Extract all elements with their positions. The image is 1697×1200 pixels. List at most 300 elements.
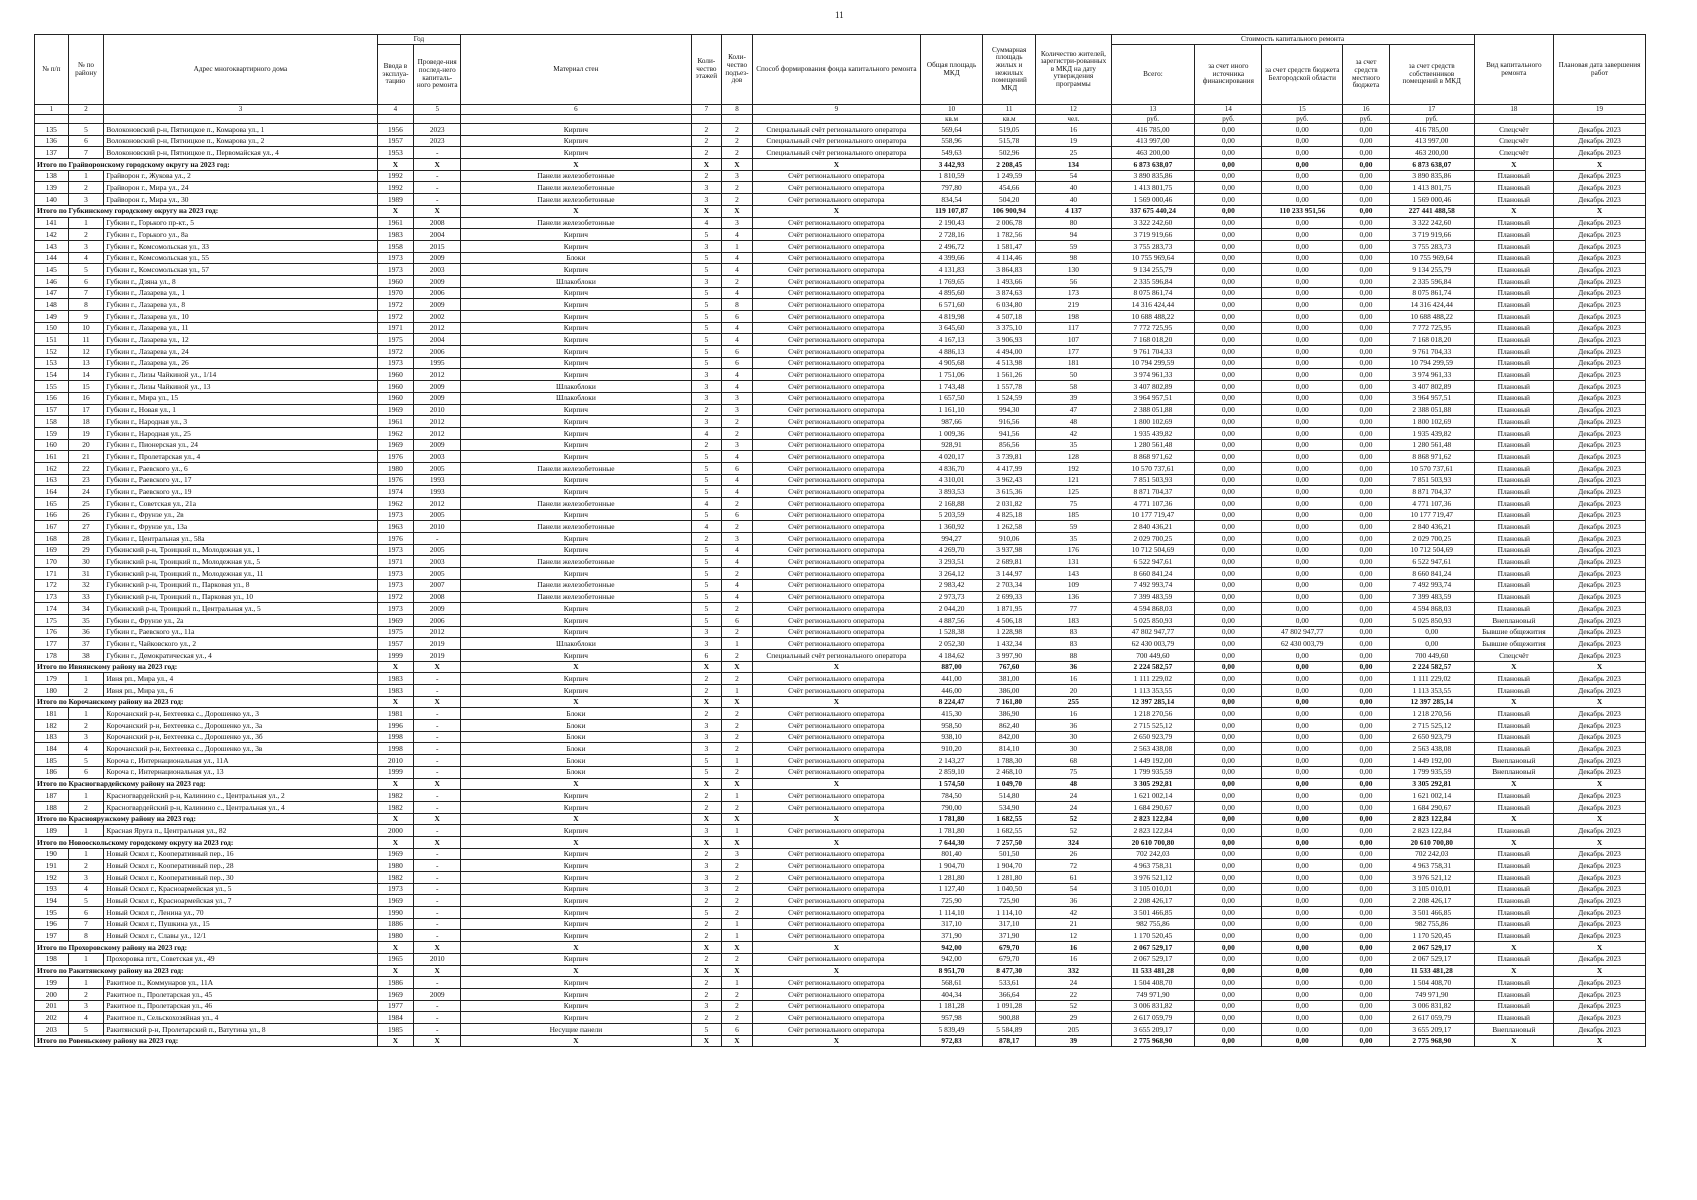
cell-fund-method: Счёт регионального оператора bbox=[752, 275, 920, 287]
cell-year-repair: - bbox=[414, 1023, 461, 1035]
cell-cost-other: 0,00 bbox=[1195, 766, 1262, 778]
cell-n-pp: 154 bbox=[35, 369, 69, 381]
cell-address: Губкинский р-н, Троицкий п., Молодежная ул., 5 bbox=[104, 556, 377, 568]
cell-floors: 3 bbox=[691, 416, 722, 428]
cell-floors: 2 bbox=[691, 533, 722, 545]
cell-cost-total: 5 025 850,93 bbox=[1111, 614, 1195, 626]
cell-total-area: 1 161,10 bbox=[920, 404, 982, 416]
cell-wall-material: Кирпич bbox=[461, 953, 691, 965]
cell-total-area: 4 020,17 bbox=[920, 451, 982, 463]
cell-cost-local: 0,00 bbox=[1343, 147, 1390, 159]
cell-cost-owners: 7 399 483,59 bbox=[1389, 591, 1474, 603]
cell-fund-method: Счёт регионального оператора bbox=[752, 825, 920, 837]
column-number: 17 bbox=[1389, 105, 1474, 115]
cell-cost-owners: 1 113 353,55 bbox=[1389, 685, 1474, 697]
cell-wall-material: Блоки bbox=[461, 766, 691, 778]
cell-n-district: 1 bbox=[68, 673, 104, 685]
cell-n-pp: 166 bbox=[35, 509, 69, 521]
cell-repair-type: Плановый bbox=[1474, 311, 1554, 323]
table-row bbox=[35, 217, 1646, 229]
cell-cost-region: 0,00 bbox=[1262, 883, 1343, 895]
cell-residents: 30 bbox=[1036, 743, 1111, 755]
cell-fund-method: Счёт регионального оператора bbox=[752, 299, 920, 311]
cell-wall-material: Кирпич bbox=[461, 685, 691, 697]
cell-cost-local: 0,00 bbox=[1343, 673, 1390, 685]
cell-year-entry: 1973 bbox=[377, 603, 414, 615]
cell-residents: 88 bbox=[1036, 649, 1111, 661]
cell-residents: 75 bbox=[1036, 766, 1111, 778]
cell-planned-date: Декабрь 2023 bbox=[1554, 299, 1646, 311]
cell-floors: 2 bbox=[691, 404, 722, 416]
cell-cost-region: 0,00 bbox=[1262, 194, 1343, 206]
cell-cost-local: 0,00 bbox=[1343, 895, 1390, 907]
cell-n-district: 3 bbox=[68, 872, 104, 884]
cell-planned-date: Декабрь 2023 bbox=[1554, 182, 1646, 194]
cell-n-pp: 161 bbox=[35, 451, 69, 463]
table-row bbox=[35, 872, 1646, 884]
subtotal-row bbox=[35, 205, 1646, 217]
cell-residents: 128 bbox=[1036, 451, 1111, 463]
cell-repair-type: Плановый bbox=[1474, 568, 1554, 580]
cell-cost-total: 14 316 424,44 bbox=[1111, 299, 1195, 311]
cell-repair-type: Внеплановый bbox=[1474, 1023, 1554, 1035]
cell-wall-material: X bbox=[461, 159, 691, 171]
subtotal-label: Итого по Губкинскому городскому округу на 2023 год: bbox=[35, 205, 378, 217]
cell-floors: 2 bbox=[691, 930, 722, 942]
cell-cost-local: 0,00 bbox=[1343, 977, 1390, 989]
cell-cost-total: 2 840 436,21 bbox=[1111, 521, 1195, 533]
cell-cost-owners: 7 492 993,74 bbox=[1389, 579, 1474, 591]
cell-fund-method: Счёт регионального оператора bbox=[752, 357, 920, 369]
cell-cost-total: 3 974 961,33 bbox=[1111, 369, 1195, 381]
cell-total-area: 119 107,87 bbox=[920, 205, 982, 217]
cell-year-repair: 2009 bbox=[414, 392, 461, 404]
cell-cost-region: 0,00 bbox=[1262, 182, 1343, 194]
cell-cost-other: 0,00 bbox=[1195, 170, 1262, 182]
cell-cost-other: 0,00 bbox=[1195, 685, 1262, 697]
cell-fund-method: Счёт регионального оператора bbox=[752, 755, 920, 767]
cell-year-entry: 1973 bbox=[377, 509, 414, 521]
cell-entrances: 2 bbox=[722, 182, 753, 194]
cell-year-entry: 1961 bbox=[377, 217, 414, 229]
cell-cost-other: 0,00 bbox=[1195, 299, 1262, 311]
cell-year-entry: X bbox=[377, 205, 414, 217]
cell-cost-total: 7 851 503,93 bbox=[1111, 474, 1195, 486]
cell-cost-region: 62 430 003,79 bbox=[1262, 638, 1343, 650]
cell-total-area: 4 836,70 bbox=[920, 462, 982, 474]
cell-cost-owners: 1 218 270,56 bbox=[1389, 708, 1474, 720]
table-row bbox=[35, 685, 1646, 697]
cell-year-entry: 1976 bbox=[377, 451, 414, 463]
cell-repair-type: Плановый bbox=[1474, 427, 1554, 439]
cell-floors: 4 bbox=[691, 217, 722, 229]
cell-floors: 2 bbox=[691, 977, 722, 989]
cell-wall-material: Кирпич bbox=[461, 427, 691, 439]
cell-cost-other: 0,00 bbox=[1195, 825, 1262, 837]
cell-wall-material: Кирпич bbox=[461, 673, 691, 685]
cell-n-district: 27 bbox=[68, 521, 104, 533]
cell-n-district: 8 bbox=[68, 930, 104, 942]
cell-fund-method: X bbox=[752, 942, 920, 954]
cell-repair-type: Внеплановый bbox=[1474, 755, 1554, 767]
cell-year-repair: 2003 bbox=[414, 264, 461, 276]
cell-address: Ракитное п., Пролетарская ул., 46 bbox=[104, 1000, 377, 1012]
table-row bbox=[35, 603, 1646, 615]
cell-year-repair: - bbox=[414, 872, 461, 884]
table-row bbox=[35, 988, 1646, 1000]
cell-cost-total: 1 218 270,56 bbox=[1111, 708, 1195, 720]
cell-n-district: 2 bbox=[68, 801, 104, 813]
cell-year-entry: 1980 bbox=[377, 930, 414, 942]
cell-year-entry: 1976 bbox=[377, 474, 414, 486]
cell-wall-material: Блоки bbox=[461, 731, 691, 743]
cell-living-area: 3 937,98 bbox=[983, 544, 1036, 556]
cell-cost-local: 0,00 bbox=[1343, 182, 1390, 194]
cell-planned-date: Декабрь 2023 bbox=[1554, 427, 1646, 439]
cell-year-repair: - bbox=[414, 766, 461, 778]
table-row bbox=[35, 533, 1646, 545]
cell-planned-date: Декабрь 2023 bbox=[1554, 685, 1646, 697]
cell-repair-type: Плановый bbox=[1474, 556, 1554, 568]
cell-fund-method: Счёт регионального оператора bbox=[752, 614, 920, 626]
cell-cost-local: 0,00 bbox=[1343, 872, 1390, 884]
cell-n-pp: 157 bbox=[35, 404, 69, 416]
cell-living-area: 8 477,30 bbox=[983, 965, 1036, 977]
cell-residents: 192 bbox=[1036, 462, 1111, 474]
cell-wall-material: Панели железобетонные bbox=[461, 194, 691, 206]
column-number: 1 bbox=[35, 105, 69, 115]
cell-year-repair: X bbox=[414, 813, 461, 825]
cell-address: Губкин г., Лазарева ул., 12 bbox=[104, 334, 377, 346]
cell-entrances: 6 bbox=[722, 462, 753, 474]
cell-fund-method: Счёт регионального оператора bbox=[752, 498, 920, 510]
cell-repair-type: Плановый bbox=[1474, 252, 1554, 264]
table-row bbox=[35, 299, 1646, 311]
cell-floors: 5 bbox=[691, 357, 722, 369]
table-row bbox=[35, 568, 1646, 580]
column-number: 3 bbox=[104, 105, 377, 115]
cell-total-area: 4 905,68 bbox=[920, 357, 982, 369]
column-number: 11 bbox=[983, 105, 1036, 115]
cell-entrances: 4 bbox=[722, 252, 753, 264]
table-row bbox=[35, 392, 1646, 404]
cell-entrances: 2 bbox=[722, 427, 753, 439]
cell-cost-total: 3 655 209,17 bbox=[1111, 1023, 1195, 1035]
cell-fund-method: Счёт регионального оператора bbox=[752, 451, 920, 463]
cell-planned-date: Декабрь 2023 bbox=[1554, 357, 1646, 369]
cell-wall-material: Кирпич bbox=[461, 533, 691, 545]
cell-residents: 52 bbox=[1036, 1000, 1111, 1012]
cell-living-area: 814,10 bbox=[983, 743, 1036, 755]
cell-cost-local: 0,00 bbox=[1343, 696, 1390, 708]
cell-fund-method: Специальный счёт регионального оператора bbox=[752, 649, 920, 661]
cell-wall-material: Кирпич bbox=[461, 790, 691, 802]
cell-cost-local: 0,00 bbox=[1343, 205, 1390, 217]
cell-n-district: 3 bbox=[68, 731, 104, 743]
cell-total-area: 938,10 bbox=[920, 731, 982, 743]
cell-cost-local: 0,00 bbox=[1343, 907, 1390, 919]
cell-entrances: 1 bbox=[722, 790, 753, 802]
cell-floors: 5 bbox=[691, 1023, 722, 1035]
cell-cost-local: 0,00 bbox=[1343, 965, 1390, 977]
cell-residents: 324 bbox=[1036, 836, 1111, 848]
cell-wall-material: Кирпич bbox=[461, 848, 691, 860]
cell-total-area: 994,27 bbox=[920, 533, 982, 545]
table-row bbox=[35, 147, 1646, 159]
column-number: 6 bbox=[461, 105, 691, 115]
cell-n-district: 2 bbox=[68, 182, 104, 194]
cell-wall-material: Блоки bbox=[461, 720, 691, 732]
cell-total-area: 2 044,20 bbox=[920, 603, 982, 615]
cell-repair-type: Плановый bbox=[1474, 357, 1554, 369]
cell-residents: 68 bbox=[1036, 755, 1111, 767]
cell-year-entry: 1982 bbox=[377, 790, 414, 802]
cell-address: Короча г., Интернациональная ул., 13 bbox=[104, 766, 377, 778]
cell-cost-total: 6 522 947,61 bbox=[1111, 556, 1195, 568]
cell-residents: 134 bbox=[1036, 159, 1111, 171]
column-number: 12 bbox=[1036, 105, 1111, 115]
cell-wall-material: Кирпич bbox=[461, 801, 691, 813]
cell-planned-date: X bbox=[1554, 836, 1646, 848]
cell-cost-local: 0,00 bbox=[1343, 603, 1390, 615]
cell-year-entry: 1975 bbox=[377, 626, 414, 638]
cell-year-repair: 2012 bbox=[414, 427, 461, 439]
cell-residents: 56 bbox=[1036, 275, 1111, 287]
cell-floors: 5 bbox=[691, 614, 722, 626]
cell-cost-region: 0,00 bbox=[1262, 720, 1343, 732]
cell-cost-owners: 1 170 520,45 bbox=[1389, 930, 1474, 942]
cell-wall-material: Кирпич bbox=[461, 1000, 691, 1012]
cell-wall-material: Кирпич bbox=[461, 918, 691, 930]
cell-residents: 94 bbox=[1036, 229, 1111, 241]
cell-cost-other: 0,00 bbox=[1195, 1035, 1262, 1047]
cell-cost-other: 0,00 bbox=[1195, 392, 1262, 404]
subtotal-row bbox=[35, 965, 1646, 977]
cell-n-district: 24 bbox=[68, 486, 104, 498]
cell-entrances: 2 bbox=[722, 743, 753, 755]
cell-total-area: 910,20 bbox=[920, 743, 982, 755]
cell-year-entry: 2000 bbox=[377, 825, 414, 837]
cell-year-repair: 2006 bbox=[414, 346, 461, 358]
cell-planned-date: Декабрь 2023 bbox=[1554, 311, 1646, 323]
cell-total-area: 801,40 bbox=[920, 848, 982, 860]
cell-n-pp: 173 bbox=[35, 591, 69, 603]
cell-cost-total: 1 280 561,48 bbox=[1111, 439, 1195, 451]
cell-living-area: 3 864,83 bbox=[983, 264, 1036, 276]
cell-living-area: 2 689,81 bbox=[983, 556, 1036, 568]
cell-repair-type: Плановый bbox=[1474, 240, 1554, 252]
cell-cost-region: 0,00 bbox=[1262, 334, 1343, 346]
cell-year-repair: 2019 bbox=[414, 638, 461, 650]
cell-cost-region: 0,00 bbox=[1262, 895, 1343, 907]
cell-planned-date: Декабрь 2023 bbox=[1554, 229, 1646, 241]
cell-cost-owners: 1 800 102,69 bbox=[1389, 416, 1474, 428]
cell-planned-date: Декабрь 2023 bbox=[1554, 801, 1646, 813]
column-number-row bbox=[35, 105, 1646, 115]
cell-cost-other: 0,00 bbox=[1195, 556, 1262, 568]
cell-entrances: 2 bbox=[722, 801, 753, 813]
cell-living-area: 941,56 bbox=[983, 427, 1036, 439]
cell-address: Губкин г., Мира ул., 15 bbox=[104, 392, 377, 404]
cell-living-area: 3 874,63 bbox=[983, 287, 1036, 299]
table-row bbox=[35, 883, 1646, 895]
cell-living-area: 1 114,10 bbox=[983, 907, 1036, 919]
cell-n-pp: 181 bbox=[35, 708, 69, 720]
subtotal-label: Итого по Ровеньскому району на 2023 год: bbox=[35, 1035, 378, 1047]
cell-planned-date: Декабрь 2023 bbox=[1554, 568, 1646, 580]
cell-floors: 2 bbox=[691, 953, 722, 965]
cell-wall-material: Кирпич bbox=[461, 860, 691, 872]
cell-cost-other: 0,00 bbox=[1195, 965, 1262, 977]
cell-living-area: 1 682,55 bbox=[983, 825, 1036, 837]
cell-cost-total: 1 800 102,69 bbox=[1111, 416, 1195, 428]
cell-address: Губкин г., Лизы Чайкиной ул., 13 bbox=[104, 381, 377, 393]
cell-cost-region: 0,00 bbox=[1262, 801, 1343, 813]
cell-year-repair: 2009 bbox=[414, 275, 461, 287]
cell-cost-region: 0,00 bbox=[1262, 474, 1343, 486]
cell-fund-method: Счёт регионального оператора bbox=[752, 404, 920, 416]
cell-planned-date: X bbox=[1554, 159, 1646, 171]
units-row bbox=[35, 115, 1646, 124]
cell-fund-method: Счёт регионального оператора bbox=[752, 895, 920, 907]
cell-cost-other: 0,00 bbox=[1195, 311, 1262, 323]
header-year-last-repair: Проведе-ния послед-него капиталь-ного ремонта bbox=[414, 45, 461, 105]
cell-residents: 52 bbox=[1036, 825, 1111, 837]
cell-year-entry: X bbox=[377, 942, 414, 954]
cell-year-repair: 2015 bbox=[414, 240, 461, 252]
cell-planned-date: Декабрь 2023 bbox=[1554, 369, 1646, 381]
cell-n-pp: 168 bbox=[35, 533, 69, 545]
cell-total-area: 1 781,80 bbox=[920, 825, 982, 837]
cell-entrances: X bbox=[722, 942, 753, 954]
table-row bbox=[35, 311, 1646, 323]
column-number: 9 bbox=[752, 105, 920, 115]
cell-cost-owners: 2 335 596,84 bbox=[1389, 275, 1474, 287]
table-row bbox=[35, 124, 1646, 136]
cell-year-repair: - bbox=[414, 182, 461, 194]
cell-cost-other: 0,00 bbox=[1195, 322, 1262, 334]
cell-floors: 3 bbox=[691, 720, 722, 732]
cell-cost-total: 3 006 831,82 bbox=[1111, 1000, 1195, 1012]
table-row bbox=[35, 462, 1646, 474]
cell-cost-owners: 3 976 521,12 bbox=[1389, 872, 1474, 884]
cell-total-area: 1 743,48 bbox=[920, 381, 982, 393]
cell-cost-owners: 9 134 255,79 bbox=[1389, 264, 1474, 276]
cell-n-pp: 184 bbox=[35, 743, 69, 755]
cell-year-entry: 1973 bbox=[377, 883, 414, 895]
cell-cost-total: 10 712 504,69 bbox=[1111, 544, 1195, 556]
cell-cost-other: 0,00 bbox=[1195, 369, 1262, 381]
cell-year-entry: 1973 bbox=[377, 568, 414, 580]
cell-cost-region: 0,00 bbox=[1262, 509, 1343, 521]
cell-cost-owners: 3 964 957,51 bbox=[1389, 392, 1474, 404]
cell-year-entry: 1998 bbox=[377, 731, 414, 743]
cell-cost-region: 110 233 951,56 bbox=[1262, 205, 1343, 217]
cell-residents: 173 bbox=[1036, 287, 1111, 299]
cell-year-repair: 2008 bbox=[414, 217, 461, 229]
cell-residents: 16 bbox=[1036, 124, 1111, 136]
cell-cost-total: 7 168 018,20 bbox=[1111, 334, 1195, 346]
cell-cost-owners: 2 067 529,17 bbox=[1389, 942, 1474, 954]
cell-cost-local: 0,00 bbox=[1343, 766, 1390, 778]
cell-cost-owners: 1 684 290,67 bbox=[1389, 801, 1474, 813]
cell-wall-material: Кирпич bbox=[461, 439, 691, 451]
cell-fund-method: Счёт регионального оператора bbox=[752, 427, 920, 439]
cell-cost-region: 0,00 bbox=[1262, 369, 1343, 381]
cell-floors: 5 bbox=[691, 907, 722, 919]
cell-cost-region: 0,00 bbox=[1262, 930, 1343, 942]
cell-wall-material: Панели железобетонные bbox=[461, 556, 691, 568]
cell-entrances: X bbox=[722, 661, 753, 673]
cell-planned-date: Декабрь 2023 bbox=[1554, 1000, 1646, 1012]
cell-cost-owners: 2 823 122,84 bbox=[1389, 825, 1474, 837]
cell-year-repair: 2004 bbox=[414, 229, 461, 241]
cell-cost-region: 0,00 bbox=[1262, 170, 1343, 182]
cell-cost-region: 0,00 bbox=[1262, 147, 1343, 159]
table-row bbox=[35, 474, 1646, 486]
cell-cost-region: 0,00 bbox=[1262, 778, 1343, 790]
cell-living-area: 1 262,58 bbox=[983, 521, 1036, 533]
cell-year-repair: 2009 bbox=[414, 299, 461, 311]
cell-fund-method: X bbox=[752, 661, 920, 673]
cell-cost-other: 0,00 bbox=[1195, 977, 1262, 989]
cell-cost-owners: 7 851 503,93 bbox=[1389, 474, 1474, 486]
cell-cost-owners: 6 873 638,07 bbox=[1389, 159, 1474, 171]
cell-residents: 61 bbox=[1036, 872, 1111, 884]
cell-residents: 29 bbox=[1036, 1012, 1111, 1024]
cell-cost-total: 2 823 122,84 bbox=[1111, 813, 1195, 825]
cell-floors: 2 bbox=[691, 988, 722, 1000]
unit-label: руб. bbox=[1262, 115, 1343, 124]
cell-cost-total: 3 501 466,85 bbox=[1111, 907, 1195, 919]
cell-n-district: 6 bbox=[68, 766, 104, 778]
cell-repair-type: Плановый bbox=[1474, 369, 1554, 381]
cell-n-district: 2 bbox=[68, 685, 104, 697]
cell-total-area: 1 009,36 bbox=[920, 427, 982, 439]
cell-cost-total: 3 976 521,12 bbox=[1111, 872, 1195, 884]
column-number: 7 bbox=[691, 105, 722, 115]
cell-repair-type: Плановый bbox=[1474, 474, 1554, 486]
cell-year-repair: 2005 bbox=[414, 568, 461, 580]
cell-cost-total: 4 771 107,36 bbox=[1111, 498, 1195, 510]
cell-residents: 332 bbox=[1036, 965, 1111, 977]
cell-n-district: 8 bbox=[68, 299, 104, 311]
cell-planned-date: Декабрь 2023 bbox=[1554, 895, 1646, 907]
cell-entrances: 3 bbox=[722, 439, 753, 451]
cell-cost-owners: 1 621 002,14 bbox=[1389, 790, 1474, 802]
cell-cost-region: 0,00 bbox=[1262, 603, 1343, 615]
cell-fund-method: Счёт регионального оператора bbox=[752, 579, 920, 591]
cell-living-area: 4 506,18 bbox=[983, 614, 1036, 626]
cell-living-area: 7 257,50 bbox=[983, 836, 1036, 848]
cell-cost-owners: 1 449 192,00 bbox=[1389, 755, 1474, 767]
cell-year-repair: - bbox=[414, 685, 461, 697]
cell-address: Ракитное п., Коммунаров ул., 11А bbox=[104, 977, 377, 989]
cell-cost-local: 0,00 bbox=[1343, 521, 1390, 533]
unit-label: кв.м bbox=[983, 115, 1036, 124]
cell-cost-other: 0,00 bbox=[1195, 451, 1262, 463]
cell-cost-local: 0,00 bbox=[1343, 638, 1390, 650]
cell-wall-material: Кирпич bbox=[461, 509, 691, 521]
cell-entrances: 1 bbox=[722, 918, 753, 930]
cell-planned-date: Декабрь 2023 bbox=[1554, 194, 1646, 206]
cell-repair-type: Плановый bbox=[1474, 287, 1554, 299]
table-row bbox=[35, 638, 1646, 650]
cell-living-area: 1 040,50 bbox=[983, 883, 1036, 895]
cell-fund-method: Счёт регионального оператора bbox=[752, 252, 920, 264]
cell-n-pp: 138 bbox=[35, 170, 69, 182]
cell-fund-method: Счёт регионального оператора bbox=[752, 392, 920, 404]
